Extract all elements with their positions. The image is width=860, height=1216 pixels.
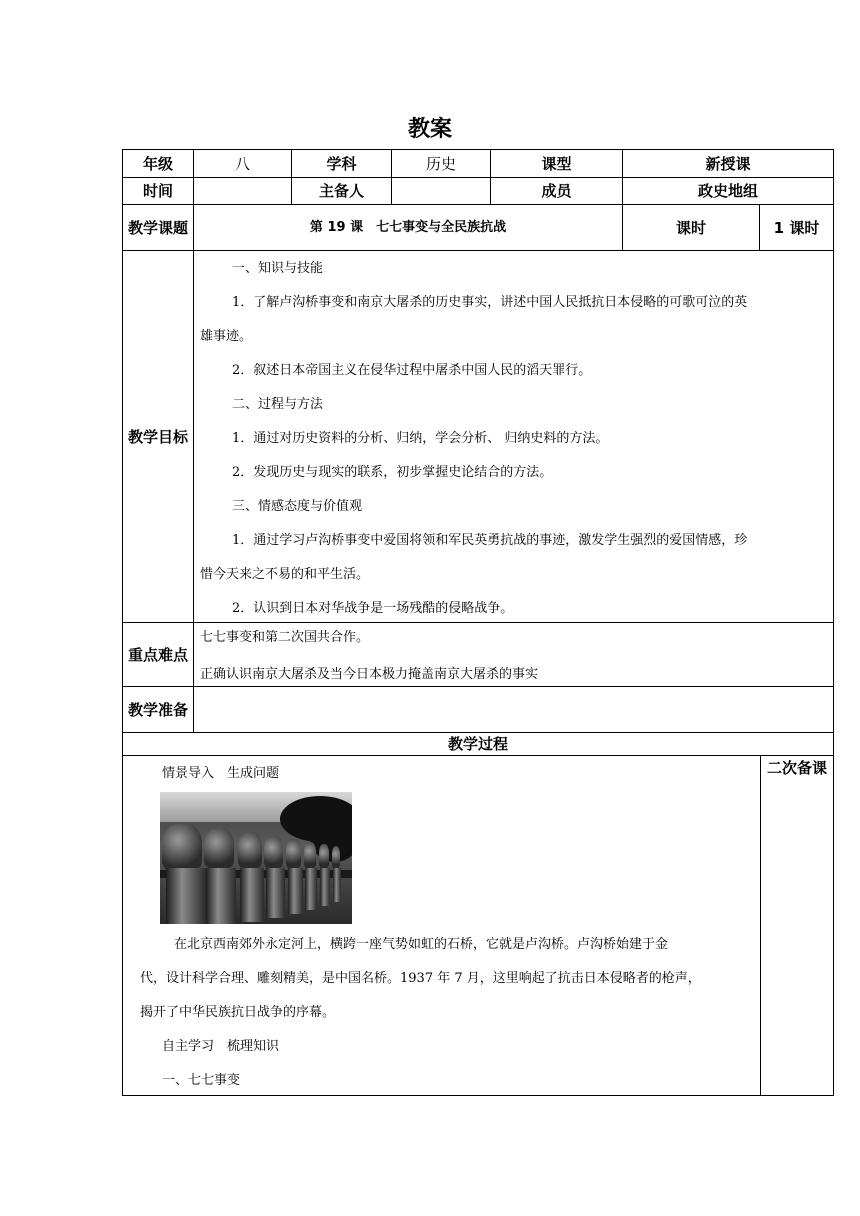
topic-label: 教学课题 (127, 218, 188, 237)
objectives-line: 2．发现历史与现实的联系，初步掌握史论结合的方法。 (232, 465, 553, 480)
self-study-heading: 自主学习 梳理知识 (162, 1039, 280, 1054)
subject-label: 学科 (326, 154, 357, 173)
revision-label: 二次备课 (766, 759, 827, 777)
objectives-line: 惜今天来之不易的和平生活。 (200, 567, 370, 582)
section-heading: 一、七七事变 (162, 1073, 241, 1088)
preparation-label: 教学准备 (127, 700, 188, 719)
lesson-type-label: 课型 (541, 154, 572, 173)
objectives-line: 2．叙述日本帝国主义在侵华过程中屠杀中国人民的滔天罪行。 (232, 363, 592, 378)
topic-value: 第 19 课 七七事变与全民族抗战 (309, 219, 507, 235)
period-label: 课时 (675, 218, 706, 237)
intro-paragraph-line: 揭开了中华民族抗日战争的序幕。 (140, 1005, 336, 1020)
intro-paragraph-line: 在北京西南郊外永定河上，横跨一座气势如虹的石桥，它就是卢沟桥。卢沟桥始建于金 (174, 937, 669, 952)
members-label: 成员 (541, 182, 572, 200)
process-header: 教学过程 (447, 735, 508, 753)
members-value: 政史地组 (697, 182, 758, 200)
lugou-bridge-photo (160, 792, 352, 924)
grade-label: 年级 (142, 154, 173, 173)
preparation-value (200, 690, 828, 730)
lesson-type-value: 新授课 (705, 154, 751, 173)
author-label: 主备人 (318, 182, 364, 200)
period-value: 1 课时 (773, 218, 820, 237)
objectives-line: 1．通过学习卢沟桥事变中爱国将领和军民英勇抗战的事迹，激发学生强烈的爱国情感，珍 (232, 533, 748, 548)
keypoints-label: 重点难点 (127, 645, 188, 664)
objectives-line: 雄事迹。 (200, 329, 253, 344)
objectives-heading-1: 一、知识与技能 (232, 261, 324, 276)
intro-paragraph-line: 代，设计科学合理、雕刻精美，是中国名桥。1937 年 7 月，这里响起了抗击日本侵略者的枪声， (140, 971, 701, 986)
subject-value: 历史 (425, 155, 456, 173)
time-value (194, 178, 291, 204)
objectives-line: 1．了解卢沟桥事变和南京大屠杀的历史事实，讲述中国人民抵抗日本侵略的可歌可泣的英 (232, 295, 748, 310)
author-value (392, 178, 490, 204)
keypoints-line: 正确认识南京大屠杀及当今日本极力掩盖南京大屠杀的事实 (200, 667, 539, 682)
objectives-heading-3: 三、情感态度与价值观 (232, 499, 363, 514)
time-label: 时间 (142, 182, 173, 200)
objectives-heading-2: 二、过程与方法 (232, 397, 324, 412)
objectives-line: 2．认识到日本对华战争是一场残酷的侵略战争。 (232, 601, 514, 616)
keypoints-line: 七七事变和第二次国共合作。 (200, 630, 370, 645)
document-title: 教案 (407, 117, 452, 142)
objectives-label: 教学目标 (127, 427, 188, 446)
grade-value: 八 (234, 155, 250, 173)
objectives-line: 1．通过对历史资料的分析、归纳，学会分析、 归纳史料的方法。 (232, 431, 609, 446)
intro-heading: 情景导入 生成问题 (162, 766, 280, 781)
